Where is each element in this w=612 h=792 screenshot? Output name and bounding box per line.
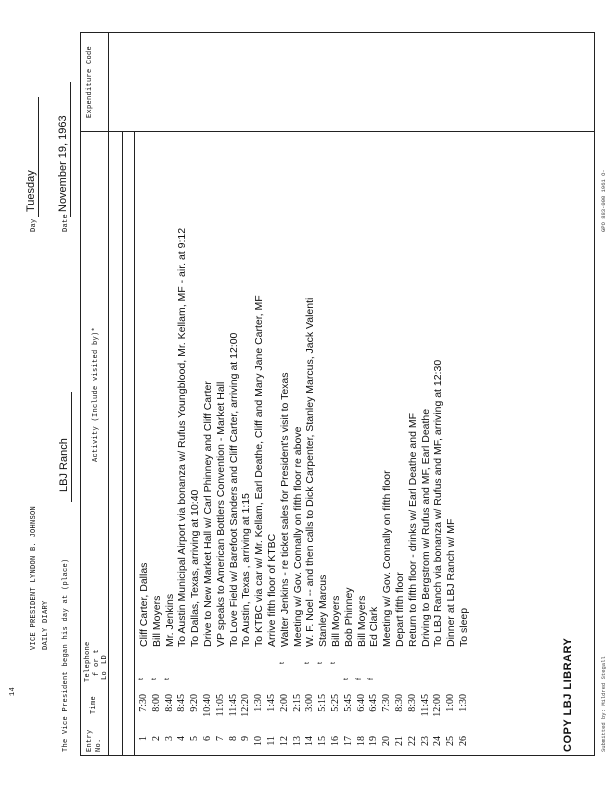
entry-number: 12 xyxy=(278,736,290,746)
entry-time: 12:20 xyxy=(240,694,252,717)
entry-time: 10:40 xyxy=(202,694,213,717)
entry-activity: To Love Field w/ Barefoot Sanders and Cliff Carter, arriving at 12:00 xyxy=(227,332,240,647)
entry-activity: To KTBC via car w/ Mr. Kellam, Earl Deathe, Cliff and Mary Jane Carter, MF xyxy=(253,295,266,647)
entry-time: 9:20 xyxy=(189,694,201,712)
entry-long-distance-call: t xyxy=(304,662,312,664)
table-row xyxy=(458,92,470,792)
entry-number: 22 xyxy=(406,736,418,746)
table-row xyxy=(330,92,342,792)
table-row xyxy=(304,92,316,792)
entry-local-call: f xyxy=(355,678,363,680)
table-row xyxy=(202,92,214,792)
entry-activity: To Dallas, Texas, arriving at 10:40 xyxy=(189,489,202,647)
table-row xyxy=(215,92,227,792)
entry-activity: Walter Jenkins - re ticket sales for President's visit to Texas xyxy=(278,372,291,647)
entry-number: 6 xyxy=(202,736,213,741)
time-header: Time xyxy=(90,695,98,714)
table-row xyxy=(266,92,278,792)
entry-activity: To LBJ Ranch via bonanza w/ Rufus and MF, arriving at 12:30 xyxy=(432,359,445,647)
entry-time: 8:30 xyxy=(394,694,405,712)
lo-header: Lo xyxy=(101,670,109,680)
entry-activity: Bill Moyers xyxy=(150,595,163,647)
table-row xyxy=(381,92,393,792)
entry-time: 1:30 xyxy=(458,694,469,712)
corner-mark: 14 xyxy=(9,686,17,696)
entry-time: 3:00 xyxy=(304,694,316,712)
entry-time: 11:45 xyxy=(419,694,431,717)
entry-number: 24 xyxy=(432,736,444,746)
entry-activity: To sleep xyxy=(458,607,470,647)
entry-number: 5 xyxy=(189,736,201,741)
office-title: VICE PRESIDENT LYNDON B. JOHNSON xyxy=(30,505,38,650)
entry-time: 8:40 xyxy=(163,694,175,712)
entry-time: 6:40 xyxy=(355,694,367,712)
entry-activity: Cliff Carter, Dallas xyxy=(138,562,150,647)
entry-local-call: t xyxy=(150,678,158,680)
entry-time: 5:25 xyxy=(330,694,341,712)
entry-time: 8:00 xyxy=(150,694,162,712)
entry-number: 18 xyxy=(355,736,367,746)
entry-number: 14 xyxy=(304,736,316,746)
entry-number: 17 xyxy=(342,736,354,746)
ld-header: LD xyxy=(101,654,109,664)
footer-right: GPO 883-000 1961 O- xyxy=(600,169,607,232)
entry-activity: Return to fifth floor - drinks w/ Earl Deathe and MF xyxy=(406,412,419,647)
footer-left: Submitted by: Mildred Stegall xyxy=(600,656,607,752)
library-stamp: COPY LBJ LIBRARY xyxy=(562,637,574,752)
entry-number: 19 xyxy=(368,736,380,746)
entry-activity: Dinner at LBJ Ranch w/ MF xyxy=(445,518,458,647)
table-row xyxy=(394,92,406,792)
entry-number: 8 xyxy=(227,736,239,741)
entry-time: 7:30 xyxy=(381,694,393,712)
expenditure-header: Expenditure Code xyxy=(86,46,94,119)
table-row xyxy=(228,92,240,792)
entry-activity: Bill Moyers xyxy=(330,595,342,647)
entry-activity: Meeting w/ Gov. Connally on fifth floor xyxy=(381,470,394,647)
entry-activity: Depart fifth floor xyxy=(394,572,406,647)
entry-number: 16 xyxy=(330,736,341,746)
entry-activity: W. F. Noel -- and then calls to Dick Carpenter, Stanley Marcus, Jack Valenti xyxy=(304,297,317,647)
entry-number: 23 xyxy=(419,736,431,746)
entry-number: 25 xyxy=(445,736,457,746)
entry-activity: To Austin, Texas , arriving at 1:15 xyxy=(240,493,253,647)
entry-activity: Ed Clark xyxy=(368,606,381,647)
entry-number: 10 xyxy=(253,736,265,746)
entry-activity: Bob Phinney xyxy=(342,587,355,647)
table-row xyxy=(253,92,265,792)
entry-time: 11:05 xyxy=(214,694,226,717)
table-row xyxy=(356,92,368,792)
entry-long-distance-call: t xyxy=(330,662,337,664)
began-day-label: The Vice President began his day at (place) xyxy=(62,558,70,752)
table-row xyxy=(432,92,444,792)
place-value: LBJ Ranch xyxy=(58,438,70,492)
entry-time: 2:15 xyxy=(291,694,303,712)
entry-number: 26 xyxy=(458,736,469,746)
entry-time: 6:45 xyxy=(368,694,380,712)
activity-header: Activity (Include visited by)* xyxy=(92,326,100,462)
telephone-sub-header: f or t xyxy=(93,648,101,676)
entry-number: 9 xyxy=(240,736,252,741)
table-row xyxy=(151,92,163,792)
entry-number: 21 xyxy=(394,736,405,746)
table-row xyxy=(292,92,304,792)
entry-local-call: f xyxy=(368,678,376,680)
entry-activity: Drive to New Market Hall w/ Carl Phinney and Cliff Carter xyxy=(202,381,214,647)
entry-time: 1:45 xyxy=(266,694,277,712)
entry-activity: Stanley Marcus xyxy=(317,574,330,647)
entry-time: 8:30 xyxy=(406,694,418,712)
entry-number: 4 xyxy=(176,736,188,741)
entry-local-call: t xyxy=(163,678,171,680)
entry-number: 2 xyxy=(150,736,162,741)
date-value: November 19, 1963 xyxy=(57,115,69,212)
table-row xyxy=(279,92,291,792)
entry-activity: Driving to Bergstrom w/ Rufus and MF, Earl Deathe xyxy=(419,408,432,647)
entry-time: 7:30 xyxy=(138,694,149,712)
date-label: Date xyxy=(62,213,70,232)
entry-long-distance-call: t xyxy=(278,662,286,664)
entry-time: 11:45 xyxy=(227,694,239,717)
entry-activity: Arrive fifth floor of KTBC xyxy=(266,533,278,647)
table-row xyxy=(176,92,188,792)
entry-time: 2:00 xyxy=(278,694,290,712)
entry-activity: Meeting w/ Gov. Connally on fifth floor re above xyxy=(291,426,304,647)
entry-time: 5:15 xyxy=(317,694,329,712)
table-row xyxy=(240,92,252,792)
entry-time: 12:00 xyxy=(432,694,444,717)
entry-no-header: Entry No. xyxy=(86,729,103,752)
table-row xyxy=(445,92,457,792)
day-value: Tuesday xyxy=(25,170,37,212)
day-label: Day xyxy=(30,218,38,232)
entry-time: 5:45 xyxy=(342,694,354,712)
table-row xyxy=(189,92,201,792)
diary-title: DAILY DIARY xyxy=(42,600,50,650)
entry-number: 15 xyxy=(317,736,329,746)
entry-activity: VP speaks to American Bottlers Convention - Market Hall xyxy=(214,381,227,647)
table-row xyxy=(164,92,176,792)
entry-activity: Bill Moyers xyxy=(355,595,368,647)
entry-number: 3 xyxy=(163,736,175,741)
entry-number: 7 xyxy=(214,736,226,741)
entry-number: 1 xyxy=(138,736,149,741)
entry-long-distance-call: t xyxy=(317,662,325,664)
entry-number: 13 xyxy=(291,736,303,746)
entry-time: 8:45 xyxy=(176,694,188,712)
table-row xyxy=(407,92,419,792)
table-row xyxy=(368,92,380,792)
entry-local-call: t xyxy=(138,678,145,680)
table-row xyxy=(138,92,150,792)
table-row xyxy=(317,92,329,792)
entry-activity: Mr. Jenkins xyxy=(163,593,176,647)
table-row xyxy=(420,92,432,792)
entry-activity: To Austin Municipal Airport via bonanza w/ Rufus Youngblood, Mr. Kellam, MF - air. at 9:12 xyxy=(176,227,189,647)
entry-local-call: t xyxy=(342,678,350,680)
entry-number: 20 xyxy=(381,736,393,746)
entry-time: 1:30 xyxy=(253,694,265,712)
entry-number: 11 xyxy=(266,736,277,746)
entry-time: 1:00 xyxy=(445,694,457,712)
telephone-header: Telephone xyxy=(84,641,92,682)
table-row xyxy=(343,92,355,792)
